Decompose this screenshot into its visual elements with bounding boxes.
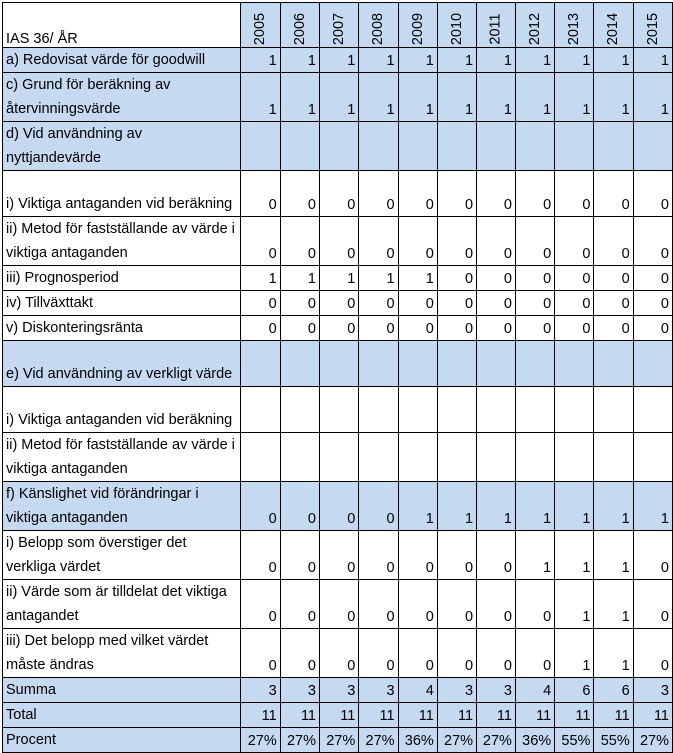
value-cell: 1 xyxy=(320,48,359,73)
value-cell xyxy=(241,433,280,482)
value-cell: 1 xyxy=(633,48,672,73)
value-cell: 1 xyxy=(633,73,672,122)
value-cell xyxy=(398,433,437,482)
value-cell: 0 xyxy=(555,291,594,316)
value-cell: 36% xyxy=(515,728,554,753)
value-cell: 11 xyxy=(437,703,476,728)
value-cell xyxy=(633,122,672,171)
value-cell: 0 xyxy=(594,291,633,316)
value-cell: 1 xyxy=(633,482,672,531)
value-cell: 27% xyxy=(437,728,476,753)
value-cell: 0 xyxy=(633,580,672,629)
header-row xyxy=(3,3,673,48)
value-cell: 0 xyxy=(398,580,437,629)
year-header xyxy=(320,3,359,48)
table-row xyxy=(3,291,673,316)
row-label: d) Vid användning av nyttjandevärde xyxy=(3,122,241,171)
value-cell: 0 xyxy=(359,217,398,266)
value-cell: 1 xyxy=(437,482,476,531)
value-cell: 1 xyxy=(594,482,633,531)
value-cell: 0 xyxy=(515,171,554,217)
value-cell: 0 xyxy=(241,531,280,580)
value-cell: 55% xyxy=(594,728,633,753)
value-cell: 3 xyxy=(633,678,672,703)
value-cell: 1 xyxy=(320,266,359,291)
value-cell xyxy=(594,387,633,433)
value-cell: 1 xyxy=(555,482,594,531)
value-cell xyxy=(280,433,319,482)
value-cell: 0 xyxy=(515,580,554,629)
value-cell: 1 xyxy=(555,73,594,122)
value-cell: 1 xyxy=(515,73,554,122)
row-label: Summa xyxy=(3,678,241,703)
value-cell xyxy=(633,387,672,433)
value-cell: 11 xyxy=(594,703,633,728)
value-cell: 0 xyxy=(633,217,672,266)
value-cell: 0 xyxy=(241,171,280,217)
value-cell: 1 xyxy=(359,48,398,73)
value-cell xyxy=(437,387,476,433)
value-cell: 0 xyxy=(555,171,594,217)
value-cell: 0 xyxy=(241,291,280,316)
value-cell xyxy=(515,341,554,387)
value-cell: 36% xyxy=(398,728,437,753)
value-cell: 27% xyxy=(320,728,359,753)
value-cell: 0 xyxy=(437,629,476,678)
value-cell xyxy=(320,122,359,171)
value-cell: 1 xyxy=(280,48,319,73)
value-cell: 6 xyxy=(555,678,594,703)
value-cell: 0 xyxy=(477,171,516,217)
value-cell: 0 xyxy=(320,171,359,217)
value-cell: 0 xyxy=(241,580,280,629)
year-header xyxy=(555,3,594,48)
value-cell xyxy=(594,341,633,387)
year-label: 2009 xyxy=(409,12,426,46)
value-cell: 1 xyxy=(241,73,280,122)
row-label: Procent xyxy=(3,728,241,753)
value-cell: 0 xyxy=(280,291,319,316)
value-cell: 0 xyxy=(437,316,476,341)
value-cell: 0 xyxy=(633,171,672,217)
value-cell: 11 xyxy=(633,703,672,728)
row-label: iii) Det belopp med vilket värdet måste ändras xyxy=(3,629,241,678)
row-label: f) Känslighet vid förändringar i viktiga antaganden xyxy=(3,482,241,531)
value-cell xyxy=(320,387,359,433)
value-cell: 3 xyxy=(359,678,398,703)
value-cell: 1 xyxy=(477,73,516,122)
value-cell: 0 xyxy=(437,291,476,316)
value-cell xyxy=(437,341,476,387)
value-cell: 0 xyxy=(437,580,476,629)
table-row xyxy=(3,387,673,433)
value-cell xyxy=(633,341,672,387)
value-cell xyxy=(437,433,476,482)
value-cell: 0 xyxy=(477,266,516,291)
year-header xyxy=(594,3,633,48)
value-cell xyxy=(280,387,319,433)
value-cell xyxy=(241,387,280,433)
year-header xyxy=(280,3,319,48)
value-cell: 3 xyxy=(280,678,319,703)
value-cell: 1 xyxy=(280,266,319,291)
value-cell: 0 xyxy=(398,217,437,266)
year-label: 2012 xyxy=(527,12,544,46)
value-cell xyxy=(633,433,672,482)
value-cell: 27% xyxy=(477,728,516,753)
value-cell: 0 xyxy=(320,580,359,629)
value-cell: 11 xyxy=(280,703,319,728)
value-cell xyxy=(359,387,398,433)
value-cell xyxy=(515,122,554,171)
value-cell xyxy=(555,387,594,433)
row-label: iv) Tillväxttakt xyxy=(3,291,241,316)
value-cell: 1 xyxy=(398,73,437,122)
ias36-table xyxy=(2,2,673,753)
value-cell: 1 xyxy=(477,48,516,73)
value-cell: 0 xyxy=(398,316,437,341)
row-label: a) Redovisat värde för goodwill xyxy=(3,48,241,73)
value-cell: 0 xyxy=(280,629,319,678)
value-cell xyxy=(555,341,594,387)
value-cell xyxy=(359,122,398,171)
value-cell: 0 xyxy=(398,531,437,580)
value-cell: 0 xyxy=(437,217,476,266)
value-cell: 0 xyxy=(320,291,359,316)
value-cell: 1 xyxy=(555,531,594,580)
value-cell: 0 xyxy=(555,266,594,291)
year-label: 2006 xyxy=(291,12,308,46)
year-header xyxy=(633,3,672,48)
value-cell: 1 xyxy=(398,482,437,531)
value-cell: 4 xyxy=(515,678,554,703)
value-cell: 0 xyxy=(594,316,633,341)
value-cell: 27% xyxy=(241,728,280,753)
value-cell: 1 xyxy=(241,266,280,291)
value-cell: 1 xyxy=(555,48,594,73)
value-cell: 1 xyxy=(359,73,398,122)
value-cell: 1 xyxy=(320,73,359,122)
value-cell: 0 xyxy=(241,629,280,678)
value-cell: 11 xyxy=(241,703,280,728)
value-cell: 0 xyxy=(398,291,437,316)
row-label: ii) Värde som är tilldelat det viktiga antagandet xyxy=(3,580,241,629)
table-row xyxy=(3,217,673,266)
value-cell: 0 xyxy=(359,482,398,531)
table-row xyxy=(3,48,673,73)
value-cell: 0 xyxy=(320,629,359,678)
value-cell xyxy=(515,387,554,433)
row-label: v) Diskonteringsränta xyxy=(3,316,241,341)
value-cell: 0 xyxy=(555,217,594,266)
value-cell: 1 xyxy=(594,580,633,629)
table-row xyxy=(3,73,673,122)
value-cell: 11 xyxy=(359,703,398,728)
year-label: 2011 xyxy=(487,13,504,45)
row-label: Total xyxy=(3,703,241,728)
value-cell: 0 xyxy=(515,629,554,678)
value-cell: 1 xyxy=(515,482,554,531)
table-row xyxy=(3,341,673,387)
value-cell: 0 xyxy=(515,291,554,316)
value-cell xyxy=(594,433,633,482)
year-header xyxy=(398,3,437,48)
value-cell xyxy=(398,122,437,171)
value-cell: 0 xyxy=(359,531,398,580)
value-cell: 1 xyxy=(437,73,476,122)
year-label: 2008 xyxy=(370,12,387,46)
value-cell: 1 xyxy=(437,48,476,73)
value-cell: 0 xyxy=(320,217,359,266)
value-cell: 3 xyxy=(477,678,516,703)
value-cell: 0 xyxy=(280,171,319,217)
value-cell: 1 xyxy=(280,73,319,122)
value-cell: 11 xyxy=(320,703,359,728)
value-cell: 0 xyxy=(633,531,672,580)
value-cell xyxy=(241,341,280,387)
value-cell: 3 xyxy=(320,678,359,703)
year-header xyxy=(437,3,476,48)
value-cell: 1 xyxy=(594,73,633,122)
year-label: 2015 xyxy=(644,12,661,46)
value-cell: 0 xyxy=(359,629,398,678)
table-row xyxy=(3,266,673,291)
value-cell: 1 xyxy=(515,531,554,580)
value-cell: 0 xyxy=(477,217,516,266)
table-row xyxy=(3,678,673,703)
value-cell: 11 xyxy=(398,703,437,728)
value-cell: 1 xyxy=(594,48,633,73)
value-cell: 0 xyxy=(280,217,319,266)
value-cell xyxy=(241,122,280,171)
value-cell: 27% xyxy=(280,728,319,753)
value-cell: 1 xyxy=(594,531,633,580)
value-cell xyxy=(437,122,476,171)
year-label: 2010 xyxy=(448,12,465,46)
value-cell: 0 xyxy=(359,580,398,629)
value-cell xyxy=(515,433,554,482)
row-label: i) Viktiga antaganden vid beräkning xyxy=(3,171,241,217)
year-label: 2014 xyxy=(605,12,622,46)
value-cell: 1 xyxy=(398,266,437,291)
value-cell: 0 xyxy=(477,316,516,341)
value-cell: 0 xyxy=(477,531,516,580)
table-row xyxy=(3,629,673,678)
value-cell: 0 xyxy=(437,531,476,580)
corner-label: IAS 36/ ÅR xyxy=(3,3,241,48)
table-row xyxy=(3,703,673,728)
table-row xyxy=(3,171,673,217)
value-cell xyxy=(359,433,398,482)
row-label: e) Vid användning av verkligt värde xyxy=(3,341,241,387)
value-cell: 0 xyxy=(398,171,437,217)
value-cell: 0 xyxy=(594,171,633,217)
value-cell: 0 xyxy=(359,171,398,217)
year-header xyxy=(359,3,398,48)
value-cell xyxy=(398,341,437,387)
value-cell: 4 xyxy=(398,678,437,703)
year-header xyxy=(515,3,554,48)
table-row xyxy=(3,316,673,341)
value-cell: 0 xyxy=(594,217,633,266)
year-header xyxy=(241,3,280,48)
value-cell: 0 xyxy=(320,482,359,531)
value-cell xyxy=(477,387,516,433)
value-cell: 0 xyxy=(280,580,319,629)
value-cell: 11 xyxy=(555,703,594,728)
value-cell: 1 xyxy=(398,48,437,73)
table-row xyxy=(3,482,673,531)
table-row xyxy=(3,122,673,171)
value-cell: 1 xyxy=(477,482,516,531)
year-label: 2013 xyxy=(566,12,583,46)
value-cell: 11 xyxy=(477,703,516,728)
value-cell: 0 xyxy=(437,266,476,291)
value-cell: 1 xyxy=(359,266,398,291)
value-cell: 0 xyxy=(515,316,554,341)
value-cell xyxy=(594,122,633,171)
row-label: ii) Metod för fastställande av värde i viktiga antaganden xyxy=(3,433,241,482)
value-cell xyxy=(477,341,516,387)
value-cell xyxy=(280,122,319,171)
year-header xyxy=(477,3,516,48)
value-cell: 1 xyxy=(241,48,280,73)
year-label: 2007 xyxy=(331,12,348,46)
year-label: 2005 xyxy=(252,12,269,46)
table-row xyxy=(3,433,673,482)
value-cell: 3 xyxy=(437,678,476,703)
row-label: c) Grund för beräkning av återvinningsvärde xyxy=(3,73,241,122)
value-cell: 0 xyxy=(633,316,672,341)
value-cell: 0 xyxy=(594,266,633,291)
value-cell xyxy=(320,433,359,482)
value-cell xyxy=(280,341,319,387)
row-label: iii) Prognosperiod xyxy=(3,266,241,291)
row-label: i) Viktiga antaganden vid beräkning xyxy=(3,387,241,433)
value-cell: 3 xyxy=(241,678,280,703)
value-cell: 0 xyxy=(241,482,280,531)
value-cell: 0 xyxy=(280,316,319,341)
table-body xyxy=(3,48,673,753)
value-cell: 55% xyxy=(555,728,594,753)
value-cell: 0 xyxy=(477,629,516,678)
value-cell: 0 xyxy=(280,482,319,531)
value-cell: 0 xyxy=(633,629,672,678)
value-cell: 1 xyxy=(594,629,633,678)
value-cell: 0 xyxy=(515,217,554,266)
value-cell: 27% xyxy=(359,728,398,753)
value-cell: 0 xyxy=(633,291,672,316)
value-cell: 1 xyxy=(555,629,594,678)
row-label: i) Belopp som överstiger det verkliga värdet xyxy=(3,531,241,580)
value-cell: 27% xyxy=(633,728,672,753)
value-cell: 0 xyxy=(437,171,476,217)
value-cell: 0 xyxy=(241,217,280,266)
table-row xyxy=(3,531,673,580)
value-cell: 0 xyxy=(477,291,516,316)
row-label: ii) Metod för fastställande av värde i viktiga antaganden xyxy=(3,217,241,266)
value-cell: 0 xyxy=(633,266,672,291)
value-cell xyxy=(359,341,398,387)
value-cell: 0 xyxy=(359,291,398,316)
value-cell xyxy=(555,433,594,482)
value-cell: 0 xyxy=(320,531,359,580)
value-cell: 0 xyxy=(359,316,398,341)
table-row xyxy=(3,728,673,753)
table-row xyxy=(3,580,673,629)
value-cell xyxy=(398,387,437,433)
value-cell: 0 xyxy=(398,629,437,678)
value-cell: 0 xyxy=(320,316,359,341)
value-cell xyxy=(477,122,516,171)
value-cell: 0 xyxy=(555,316,594,341)
value-cell: 0 xyxy=(515,266,554,291)
value-cell: 6 xyxy=(594,678,633,703)
value-cell: 0 xyxy=(280,531,319,580)
value-cell xyxy=(555,122,594,171)
value-cell xyxy=(320,341,359,387)
value-cell: 1 xyxy=(515,48,554,73)
value-cell: 11 xyxy=(515,703,554,728)
value-cell xyxy=(477,433,516,482)
value-cell: 0 xyxy=(477,580,516,629)
value-cell: 1 xyxy=(555,580,594,629)
value-cell: 0 xyxy=(241,316,280,341)
